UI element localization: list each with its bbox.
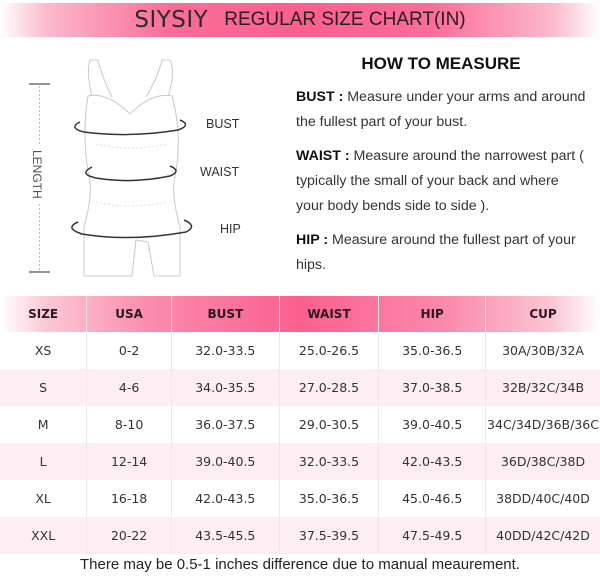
size-table [0, 296, 600, 554]
waist-instruction [296, 144, 586, 219]
bodysuit-illustration-icon [20, 52, 290, 284]
header-usa: USA [87, 296, 172, 332]
cell-bust: 39.0-40.5 [171, 443, 279, 480]
bust-label: BUST [206, 117, 240, 131]
cell-cup: 34C/34D/36B/36C [486, 406, 600, 443]
cell-waist: 37.5-39.5 [279, 517, 379, 554]
cell-size: XL [35, 491, 51, 506]
cell-bust: 34.0-35.5 [171, 369, 279, 406]
table-row [0, 517, 600, 554]
waist-term: WAIST : [296, 148, 350, 164]
waist-text: Measure around the narrowest part ( typically the small of your back and where your body bends side to side ). [296, 148, 584, 214]
table-row [0, 480, 600, 517]
hip-label: HIP [220, 222, 241, 236]
header-hip: HIP [379, 296, 486, 332]
cell-cup: 30A/30B/32A [486, 332, 600, 369]
cell-hip: 37.0-38.5 [379, 369, 486, 406]
cell-size: M [37, 417, 49, 432]
bust-text: Measure under your arms and around the fullest part of your bust. [296, 89, 586, 130]
how-to-measure-section [296, 54, 586, 287]
how-to-measure-title: HOW TO MEASURE [361, 54, 521, 73]
length-label: LENGTH [30, 150, 44, 199]
table-row [0, 443, 600, 480]
cell-usa: 4-6 [87, 369, 172, 406]
table-row [0, 369, 600, 406]
footnote: There may be 0.5-1 inches difference due to manual meaurement. [80, 556, 520, 573]
table-row [0, 406, 600, 443]
hip-text: Measure around the fullest part of your hips. [296, 232, 576, 273]
header-bust: BUST [171, 296, 279, 332]
cell-bust: 36.0-37.5 [171, 406, 279, 443]
cell-cup: 36D/38C/38D [486, 443, 600, 480]
cell-hip: 42.0-43.5 [379, 443, 486, 480]
cell-waist: 29.0-30.5 [279, 406, 379, 443]
cell-usa: 20-22 [87, 517, 172, 554]
cell-size: S [39, 380, 48, 395]
cell-waist: 35.0-36.5 [279, 480, 379, 517]
cell-usa: 16-18 [87, 480, 172, 517]
table-row [0, 332, 600, 369]
page-title: REGULAR SIZE CHART(IN) [224, 9, 466, 30]
cell-bust: 43.5-45.5 [171, 517, 279, 554]
table-header-row [0, 296, 600, 332]
cell-hip: 35.0-36.5 [379, 332, 486, 369]
header-waist: WAIST [279, 296, 379, 332]
cell-size: XS [34, 343, 52, 358]
title-banner [0, 3, 600, 37]
cell-hip: 39.0-40.5 [379, 406, 486, 443]
cell-usa: 8-10 [87, 406, 172, 443]
cell-hip: 45.0-46.5 [379, 480, 486, 517]
cell-size: L [39, 454, 47, 469]
cell-usa: 0-2 [87, 332, 172, 369]
brand-name: SIYSIY [134, 7, 209, 33]
cell-waist: 25.0-26.5 [279, 332, 379, 369]
header-size: SIZE [28, 307, 59, 321]
cell-size: XXL [31, 528, 56, 543]
bust-instruction [296, 85, 586, 135]
cell-waist: 32.0-33.5 [279, 443, 379, 480]
cell-hip: 47.5-49.5 [379, 517, 486, 554]
bust-term: BUST : [296, 89, 344, 105]
cell-bust: 32.0-33.5 [171, 332, 279, 369]
measurement-figure [20, 52, 290, 284]
cell-bust: 42.0-43.5 [171, 480, 279, 517]
cell-cup: 40DD/42C/42D [486, 517, 600, 554]
cell-waist: 27.0-28.5 [279, 369, 379, 406]
hip-term: HIP : [296, 232, 329, 248]
waist-label: WAIST [200, 165, 240, 179]
header-cup: CUP [486, 296, 600, 332]
cell-cup: 32B/32C/34B [486, 369, 600, 406]
cell-usa: 12-14 [87, 443, 172, 480]
cell-cup: 38DD/40C/40D [486, 480, 600, 517]
hip-instruction [296, 228, 586, 278]
